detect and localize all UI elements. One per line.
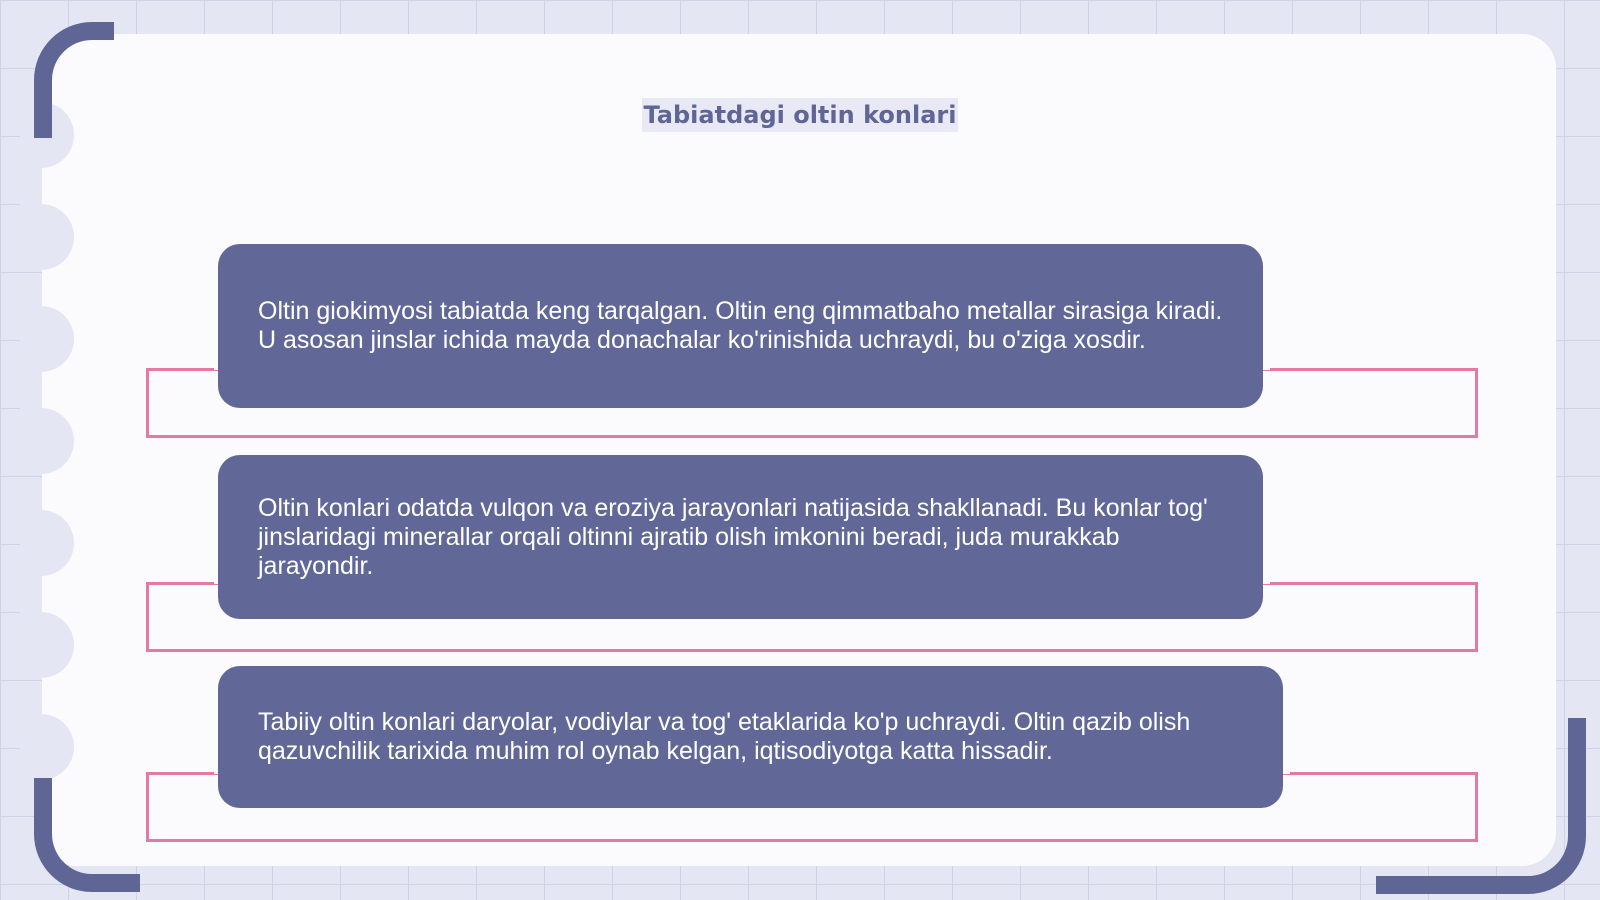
info-card-1 — [218, 244, 1263, 408]
page-title: Tabiatdagi oltin konlari — [642, 98, 959, 132]
info-card-3 — [218, 666, 1283, 808]
info-card-1-text: Oltin giokimyosi tabiatda keng tarqalgan. Oltin eng qimmatbaho metallar sirasiga kiradi. U asosan jinslar ichida mayda donachalar ko'rinishida uchraydi, bu o'ziga xosdir. — [258, 297, 1223, 354]
info-card-3-text: Tabiiy oltin konlari daryolar, vodiylar va tog' etaklarida ko'p uchraydi. Oltin qazib olish qazuvchilik tarixida muhim rol oynab kelgan, iqtisodiyotga katta hissadir. — [258, 708, 1191, 765]
info-card-2 — [218, 455, 1263, 619]
corner-bracket-bottom-left — [34, 778, 140, 892]
info-card-2-text: Oltin konlari odatda vulqon va eroziya jarayonlari natijasida shakllanadi. Bu konlar tog' jinslaridagi minerallar orqali oltinni ajratib olish imkonini beradi, juda murakkab jarayondir. — [258, 493, 1208, 580]
page-title-wrap — [0, 94, 1600, 132]
